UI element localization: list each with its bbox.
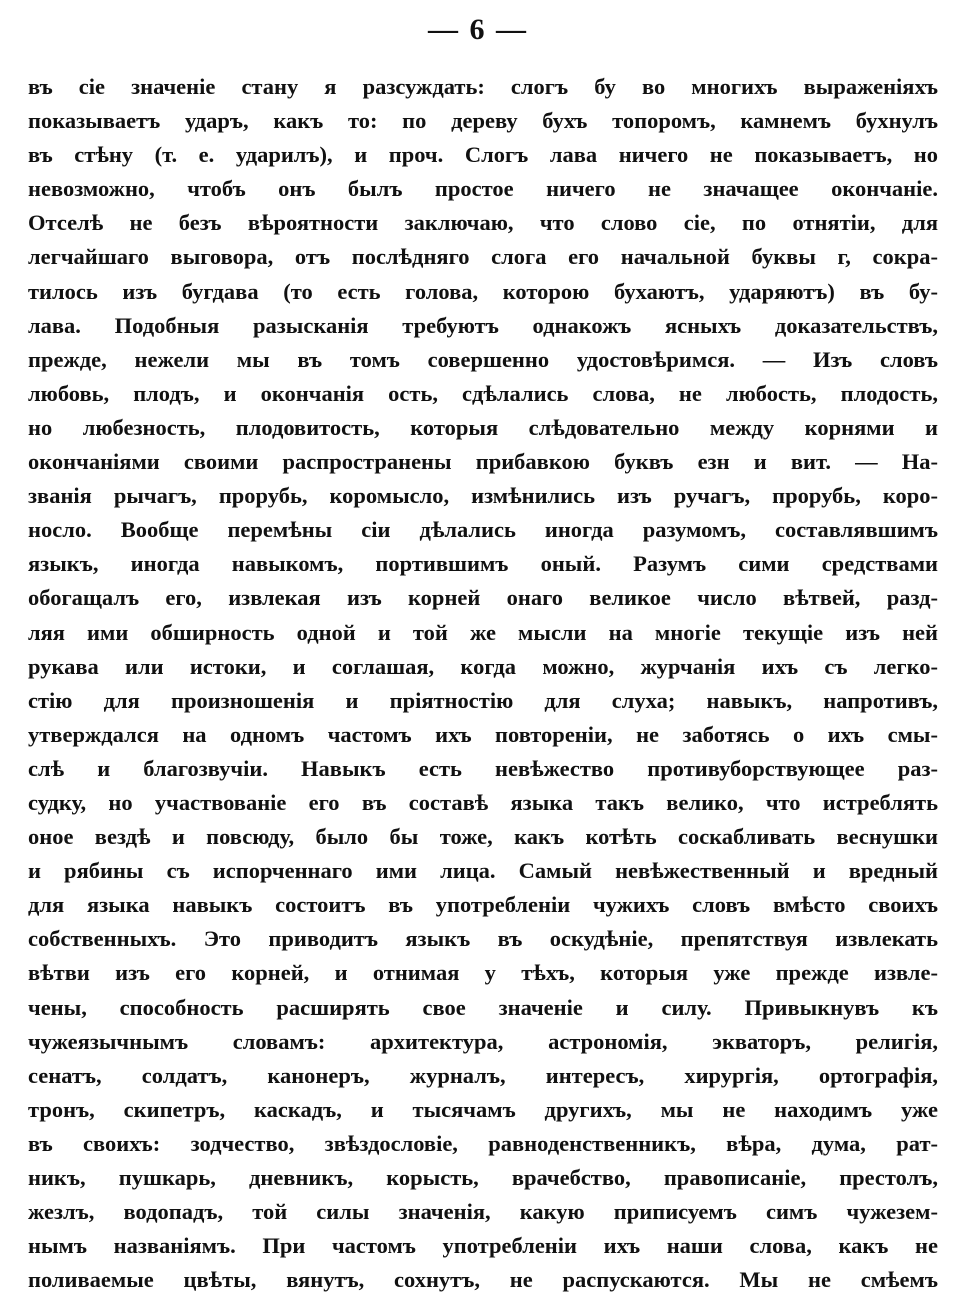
text-line: никъ, пушкарь, дневникъ, корысть, врачебство, правописаніе, престолъ, (28, 1165, 938, 1190)
text-line: языкъ, иногда навыкомъ, портившимъ оный. Разумъ сими средствами (28, 551, 938, 577)
text-line: въ сіе значеніе стану я разсуждать: слогъ бу во многихъ выраженіяхъ (28, 74, 938, 99)
text-line: легчайшаго выговора, отъ послѣдняго слога его начальной буквы г, сокра- (28, 244, 938, 270)
text-line: но любезность, плодовитость, которыя слѣдовательно между корнями и (28, 414, 938, 440)
text-line: вѣтви изъ его корней, и отнимая у тѣхъ, которыя уже прежде извле- (28, 960, 938, 986)
text-line: слѣ и благозвучіи. Навыкъ есть невѣжество противуборствующее раз- (28, 755, 938, 781)
text-line: любовь, плодъ, и окончанія ость, сдѣлались слова, не любость, плодость, (28, 380, 938, 406)
text-line: утверждался на одномъ частомъ ихъ повтореніи, не заботясь о ихъ смы- (28, 721, 938, 747)
text-line: лава. Подобныя разысканія требуютъ однакожъ ясныхъ доказательствъ, (28, 312, 938, 338)
text-line: тронъ, скипетръ, каскадъ, и тысячамъ другихъ, мы не находимъ уже (28, 1096, 938, 1122)
text-line: носло. Вообще перемѣны сіи дѣлались иногда разумомъ, составлявшимъ (28, 517, 938, 543)
text-line: и рябины съ испорченнаго ими лица. Самый невѣжественный и вредный (28, 858, 938, 884)
text-line: въ стѣну (т. е. ударилъ), и проч. Слогъ лава ничего не показываетъ, но (28, 142, 938, 168)
text-line: въ своихъ: зодчество, звѣздословіе, равноденственникъ, вѣра, дума, рат- (28, 1130, 938, 1156)
page-number-header: — 6 — (428, 13, 528, 46)
text-line: сенатъ, солдатъ, канонеръ, журналъ, интересъ, хирургія, ортографія, (28, 1062, 938, 1088)
text-line: жезлъ, водопадъ, той силы значенія, какую приписуемъ симъ чужезем- (28, 1199, 938, 1225)
text-line: обогащалъ его, извлекая изъ корней онаго великое число вѣтвей, разд- (28, 585, 938, 611)
text-line: ляя ими обширность одной и той же мысли на многіе текущіе изъ ней (28, 619, 938, 645)
text-line: чужеязычнымъ словамъ: архитектура, астрономія, экваторъ, религія, (28, 1028, 938, 1054)
body-text (28, 70, 938, 1297)
text-line: прежде, нежели мы въ томъ совершенно удостовѣримся. — Изъ словъ (28, 346, 938, 372)
text-line: собственныхъ. Это приводитъ языкъ въ оскудѣніе, препятствуя извлекать (28, 926, 938, 952)
text-line: для языка навыкъ состоитъ въ употребленіи чужихъ словъ вмѣсто своихъ (28, 892, 938, 918)
text-line: чены, способность расширять свое значеніе и силу. Привыкнувъ къ (28, 994, 938, 1020)
text-line: стію для произношенія и пріятностію для слуха; навыкъ, напротивъ, (28, 687, 938, 713)
text-line: невозможно, чтобъ онъ былъ простое ничего не значащее окончаніе. (28, 176, 938, 202)
text-line: Отселѣ не безъ вѣроятности заключаю, что слово сіе, по отнятіи, для (28, 210, 938, 236)
text-line: оное вездѣ и повсюду, было бы тоже, какъ котѣть соскабливать веснушки (28, 824, 938, 850)
text-line: поливаемые цвѣты, вянутъ, сохнутъ, не распускаются. Мы не смѣемъ (28, 1267, 938, 1293)
text-line: званія рычагъ, прорубь, коромысло, измѣнились изъ ручагъ, прорубь, коро- (28, 483, 938, 509)
text-line: тилось изъ бугдава (то есть голова, которою бухаютъ, ударяютъ) въ бу- (28, 278, 938, 304)
text-line: судку, но участвованіе его въ составѣ языка такъ велико, что истреблять (28, 789, 938, 815)
text-line: рукава или истоки, и соглашая, когда можно, журчанія ихъ съ легко- (28, 653, 938, 679)
text-line: нымъ названіямъ. При частомъ употребленіи ихъ наши слова, какъ не (28, 1233, 938, 1259)
text-line: показываетъ ударъ, какъ то: по дереву бухъ топоромъ, камнемъ бухнулъ (28, 108, 938, 134)
text-line: окончаніями своими распространены прибавкою буквъ езн и вит. — На- (28, 449, 938, 475)
